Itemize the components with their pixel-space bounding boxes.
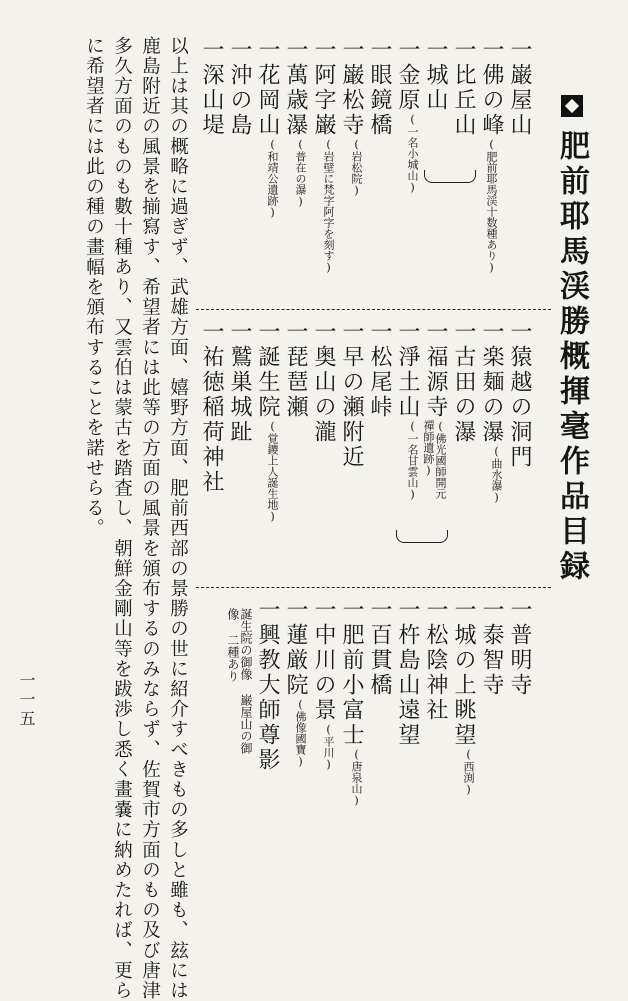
diamond-mark-icon <box>561 95 583 117</box>
list-item: 一古田の瀑 <box>451 320 476 445</box>
list-item: 一普明寺 <box>507 598 532 698</box>
list-item: 一肥前小富士 (唐泉山) <box>339 598 364 807</box>
list-item: 一金原 (一名小城山) <box>395 38 420 194</box>
list-item: 一佛の峰(肥前耶馬渓十数種あり) <box>479 38 504 274</box>
list-item: 一早の瀬附近 <box>339 320 364 470</box>
list-item: 一猿越の洞門 <box>507 320 532 470</box>
page-number: 一一五 <box>17 672 36 729</box>
body-line: 以上は其の概略に過ぎず、武雄方面、嬉野方面、肥前西部の景勝の世に紹介すべきもの多しと雖も、玆には <box>167 36 189 1001</box>
list-item: 一深山堤 <box>199 38 224 138</box>
list-item: 一松陰神社 <box>423 598 448 723</box>
list-item: 一蓮厳院 (佛像國寶) <box>283 598 308 768</box>
list-item: 一巌松寺 (岩松院) <box>339 38 364 197</box>
bracket <box>424 170 476 183</box>
divider <box>196 309 551 310</box>
page-title: 肥前耶馬渓勝概揮毫作品目録 <box>554 130 589 585</box>
list-item: 一百貫橋 <box>367 598 392 698</box>
list-item: 一琵琶瀬 <box>283 320 308 420</box>
divider <box>196 587 551 588</box>
body-line: 鹿島附近の風景を揃寫す、希望者には此等の方面の風景を頒布するのみならず、佐賀市方面のもの及び唐津 <box>139 36 161 1001</box>
list-item: 一阿字巌 (岩壁に梵字阿字を刻す) <box>311 38 336 274</box>
list-item: 一中川の景 (平川) <box>311 598 336 771</box>
list-item: 一眼鏡橋 <box>367 38 392 138</box>
list-item: 一城の上眺望 (西渕) <box>451 598 476 796</box>
list-item: 一萬歳瀑 (普在の瀑) <box>283 38 308 208</box>
bracket <box>396 530 448 543</box>
body-line: 多久方面のものも數十種あり、又雲伯は蒙古を踏査し、朝鮮金剛山等を跋渉し悉く畫嚢に納めたれば、更ら <box>111 36 133 1001</box>
list-note: 誕生院の御像 巌屋山の御像 二種あり <box>225 608 253 754</box>
list-item: 一杵島山遠望 <box>395 598 420 748</box>
list-item: 一沖の島 <box>227 38 252 138</box>
list-item: 一淨土山 (一名甘雲山) <box>395 320 420 501</box>
list-item: 一比丘山 <box>451 38 476 138</box>
body-line: に希望者には此の種の畫幅を頒布することを諾せらる。 <box>83 36 105 539</box>
list-item: 一興教大師尊影 <box>255 598 280 773</box>
list-item: 一祐徳稲荷神社 <box>199 320 224 495</box>
list-item: 一花岡山 (和靖公遺跡) <box>255 38 280 219</box>
list-item: 一松尾峠 <box>367 320 392 420</box>
list-item: 一鷲巣城趾 <box>227 320 252 445</box>
list-item: 一誕生院 (覚鑁上人誕生地) <box>255 320 280 523</box>
list-item: 一巌屋山 <box>507 38 532 138</box>
list-item: 一奥山の瀧 <box>311 320 336 445</box>
list-item: 一泰智寺 <box>479 598 504 698</box>
list-item: 一城山 <box>423 38 448 113</box>
list-item: 一楽麺の瀑 (曲水瀑) <box>479 320 504 504</box>
list-item: 一福源寺 (佛光國師開元禪師遺跡) <box>421 320 448 499</box>
